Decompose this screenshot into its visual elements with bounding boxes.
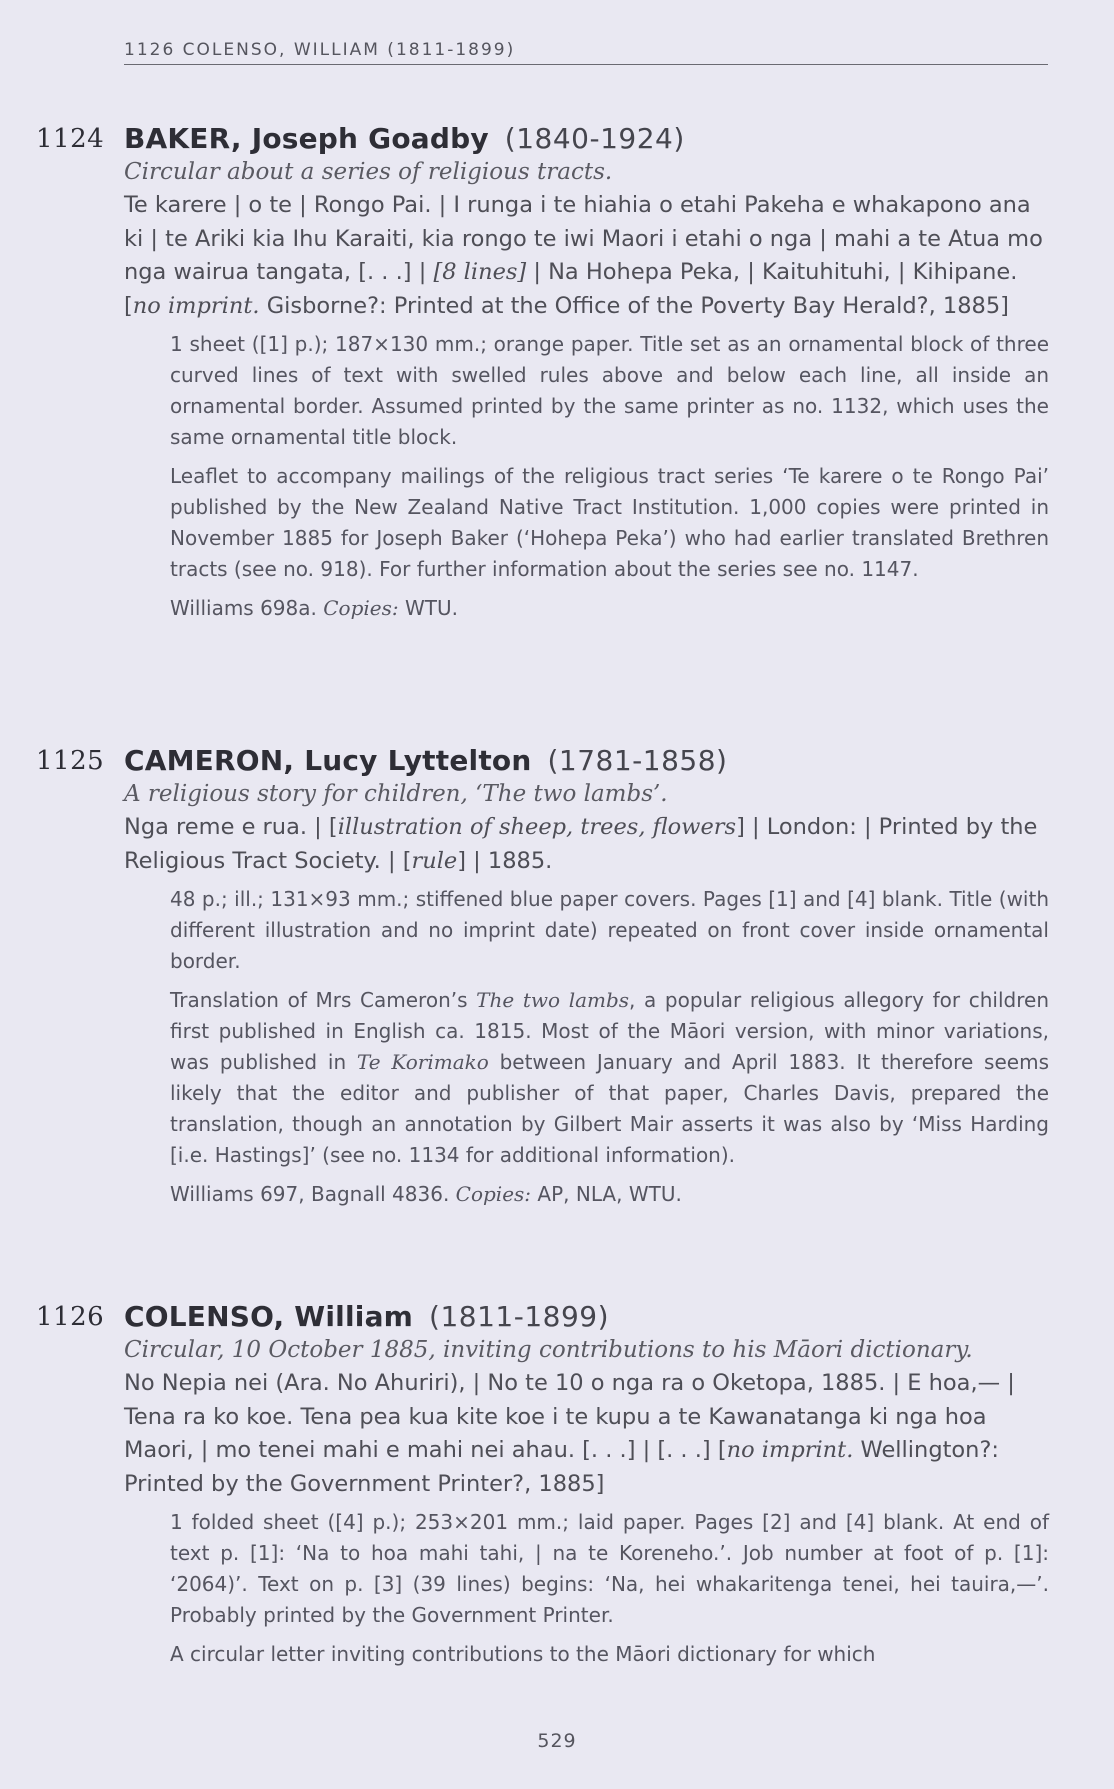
author-dates: (1840-1924) [504, 122, 685, 155]
author-name: BAKER, Joseph Goadby [124, 122, 489, 155]
note-italic: Te Korimako [356, 1050, 489, 1074]
entry-body [124, 122, 1049, 624]
transcription-text: | Na Hohepa Peka, | Kaituhituhi, | Kihipane. [ [124, 259, 1018, 319]
copies-label: Copies: [323, 596, 399, 620]
transcription-italic: no imprint. [726, 1437, 854, 1463]
author-name: CAMERON, Lucy Lyttelton [124, 744, 532, 777]
note-text: , a popular religious allegory for children first published in English ca. 1815. Most of the Māori version, with minor variations, was published in [170, 988, 1049, 1074]
entry-title: Circular, 10 October 1885, inviting contributions to his Māori dictionary. [124, 1337, 973, 1363]
entry-title: Circular about a series of religious tracts. [124, 159, 613, 185]
transcription-text: ] | 1885. [457, 847, 553, 874]
entry-body [124, 744, 1049, 1210]
note-text: between January and April 1883. It therefore seems likely that the editor and publisher of that paper, Charles Davis, prepared the translation, though an annotation by Gilbert Mair asserts it was also by ‘Miss Harding [i.e. Hastings]’ (see no. 1134 for additional information). [170, 1050, 1049, 1167]
transcription-italic: illustration of sheep, trees, flowers [337, 814, 737, 840]
transcription-text: Wellington?: Printed by the Government Printer?, 1885] [124, 1437, 999, 1497]
copies-holdings: WTU. [404, 596, 458, 620]
transcription-text: ] | London: | Printed by the Religious Tract Society. | [ [124, 814, 1038, 874]
physical-description: 1 sheet ([1] p.); 187×130 mm.; orange paper. Title set as an ornamental block of three curved lines of text with swelled rules above and below each line, all inside an ornamental border. Assumed printed by the same printer as no. 1132, which uses the same ornamental title block. [170, 332, 1049, 449]
physical-description: 1 folded sheet ([4] p.); 253×201 mm.; laid paper. Pages [2] and [4] blank. At end of text p. [1]: ‘Na to hoa mahi tahi, | na te Koreneho.’. Job number at foot of p. [1]: ‘2064)’. Text on p. [3] (39 lines) begins: ‘Na, hei whakaritenga tenei, hei tauira,—’. Probably printed by the Government Printer. [170, 1510, 1049, 1627]
entry-description [170, 884, 1049, 1210]
note-italic: The two lambs [476, 988, 630, 1012]
entry-number: 1126 [36, 1302, 105, 1332]
entry-references [170, 1179, 1049, 1210]
running-head: 1126 COLENSO, WILLIAM (1811-1899) [124, 40, 1048, 65]
entry-heading [124, 1300, 1049, 1334]
author-name: COLENSO, William [124, 1300, 414, 1333]
reference-text: Williams 698a. [170, 596, 317, 620]
entry-number: 1125 [36, 746, 105, 776]
transcription-italic: no imprint. [132, 292, 260, 319]
title-transcription [124, 189, 1049, 323]
author-dates: (1811-1899) [429, 1300, 610, 1333]
reference-text: Williams 697, Bagnall 4836. [170, 1182, 450, 1206]
transcription-italic: rule [411, 847, 458, 874]
copies-holdings: AP, NLA, WTU. [537, 1182, 682, 1206]
entry-body [124, 1300, 1049, 1678]
entry-note [170, 985, 1049, 1171]
entry-note: A circular letter inviting contributions to the Māori dictionary for which [170, 1642, 876, 1666]
entry-title: A religious story for children, ‘The two lambs’. [124, 781, 668, 807]
transcription-italic: [8 lines] [433, 259, 527, 285]
entry-heading [124, 122, 1049, 156]
entry-references [170, 593, 1049, 624]
author-dates: (1781-1858) [547, 744, 728, 777]
note-text: Translation of Mrs Cameron’s [170, 988, 477, 1012]
entry-description [170, 1507, 1049, 1670]
transcription-text: Gisborne?: Printed at the Office of the Poverty Bay Herald?, 1885] [259, 292, 1009, 319]
page-number: 529 [537, 1730, 577, 1752]
transcription-text: No Nepia nei (Ara. No Ahuriri), | No te 10 o nga ra o Oketopa, 1885. | E hoa,— | Tena ra ko koe. Tena pea kua kite koe i te kupu a te Kawanatanga ki nga hoa Maori, | mo tenei mahi e mahi nei ahau. [. . .] | [. . .] [ [124, 1370, 1015, 1463]
entry-heading [124, 744, 1049, 778]
entry-number: 1124 [36, 124, 105, 154]
transcription-text: Te karere | o te | Rongo Pai. | I runga i te hiahia o etahi Pakeha e whakapono ana ki | te Ariki kia Ihu Karaiti, kia rongo te iwi Maori i etahi o nga | mahi a te Atua mo nga wairua tangata, [. . .] | [124, 192, 1043, 285]
physical-description: 48 p.; ill.; 131×93 mm.; stiffened blue paper covers. Pages [1] and [4] blank. Title (with different illustration and no imprint date) repeated on front cover inside ornamental border. [170, 887, 1049, 973]
transcription-text: Nga reme e rua. | [ [124, 814, 338, 840]
title-transcription [124, 811, 1049, 878]
entry-description [170, 329, 1049, 624]
entry-note: Leaflet to accompany mailings of the religious tract series ‘Te karere o te Rongo Pai’ published by the New Zealand Native Tract Institution. 1,000 copies were printed in November 1885 for Joseph Baker (‘Hohepa Peka’) who had earlier translated Brethren tracts (see no. 918). For further information about the series see no. 1147. [170, 464, 1049, 581]
title-transcription [124, 1367, 1049, 1501]
copies-label: Copies: [455, 1182, 532, 1206]
